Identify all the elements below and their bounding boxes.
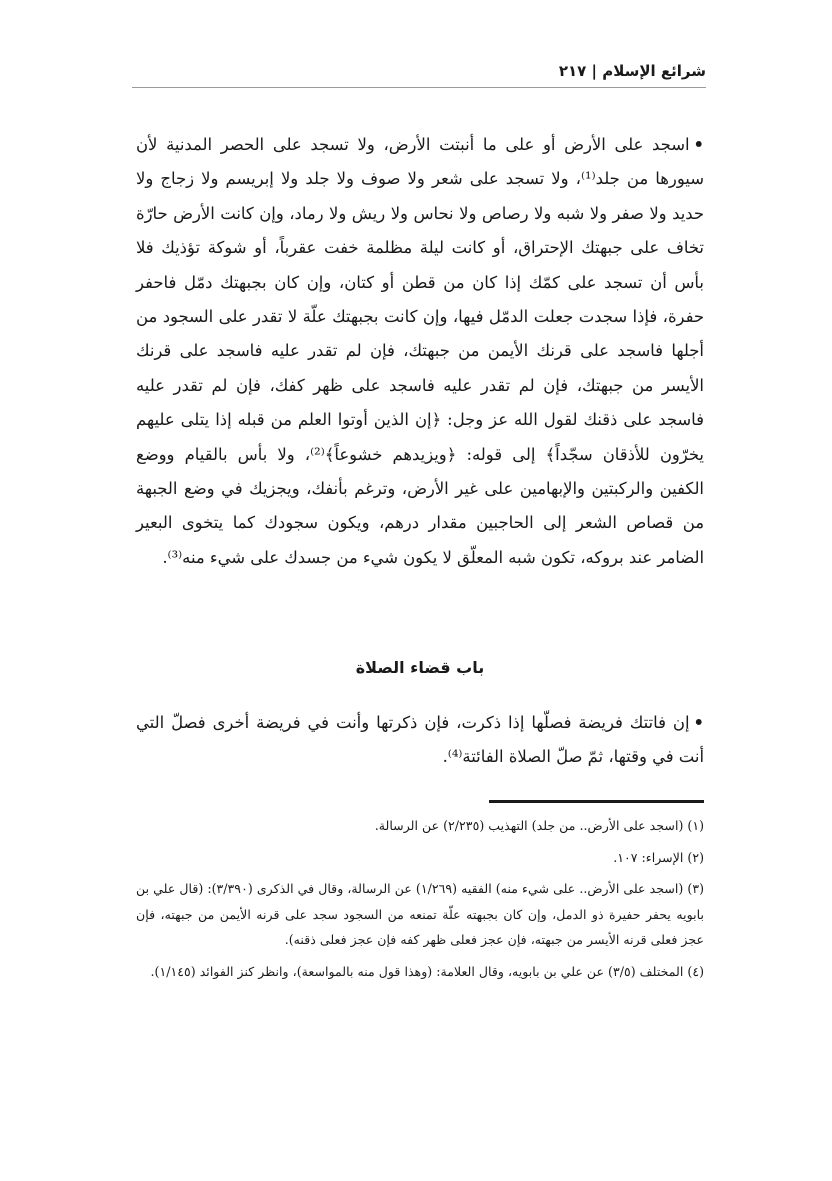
paragraph-text: اسجد على الأرض أو على ما أنبتت الأرض، ولا تسجد على الحصر المدنية لأن سيورها من جلد⁽¹⁾، ولا تسجد على شعر ولا صوف ولا جلد ولا إبريسم ولا زجاج ولا حديد ولا صفر ولا شبه ولا رصاص ولا نحاس ولا ريش ولا رماد، وإن كانت الأرض حارّة تخاف على جبهتك الإحتراق، أو كانت ليلة مظلمة خفت عقرباً، أو شوكة تؤذيك فلا بأس أن تسجد على كمّك إذا كان من قطن أو كتان، وإن كان بجبهتك دمّل فاحفر حفرة، فإذا سجدت جعلت الدمّل فيها، وإن كانت بجبهتك علّة لا تقدر على السجود من أجلها فاسجد على قرنك الأيمن من جبهتك، فإن لم تقدر عليه فاسجد على قرنك الأيسر من جبهتك، فإن لم تقدر عليه فاسجد على ظهر كفك، فإن لم تقدر عليه فاسجد على ذقنك لقول الله عز وجل: ﴿إن الذين أوتوا العلم من قبله إذا يتلى عليهم يخرّون للأذقان سجّداً﴾ إلى قوله: ﴿ويزيدهم خشوعاً﴾⁽²⁾، ولا بأس بالقيام ووضع الكفين والركبتين والإبهامين على غير الأرض، وترغم بأنفك، ويجزيك في وضع الجبهة من قصاص الشعر إلى الحاجبين مقدار درهم، ويكون سجودك كما يتخوى البعير الضامر عند بروكه، تكون شبه المعلّق لا يكون شيء من جسدك على شيء منه⁽³⁾. — [136, 135, 704, 567]
paragraph-sujud — [136, 128, 704, 575]
header-divider — [132, 87, 706, 88]
bullet-icon: • — [693, 135, 704, 154]
main-text-block — [136, 128, 704, 575]
footnotes — [136, 813, 704, 990]
section-heading: باب قضاء الصلاة — [355, 658, 485, 677]
footnote-2: (٢) الإسراء: ١٠٧. — [613, 849, 704, 865]
footnote-divider — [489, 800, 704, 803]
footnote-3: (٣) (اسجد على الأرض.. على شيء منه) الفقيه (١/٢٦٩) عن الرسالة، وقال في الذكرى (٣/٣٩٠): (قال علي بن بابويه يحفر حفيرة ذو الدمل، وإن كان بجبهته علّة تمنعه من السجود سجد على قرنه الأيمن من جبهته، فإن عجز فعلى قرنه الأيسر من جبهته، فإن عجز فعلى ظهر كفه فإن عجز فعلى ذقنه). — [136, 881, 704, 947]
footnote-4: (٤) المختلف (٣/٥) عن علي بن بابويه، وقال العلامة: (وهذا قول منه بالمواسعة)، وانظر كنز الفوائد (١/١٤٥). — [150, 963, 704, 979]
section-text-block — [136, 706, 704, 775]
running-header: شرائع الإسلام | ٢١٧ — [558, 62, 706, 80]
paragraph-qada — [136, 706, 704, 775]
bullet-icon: • — [693, 713, 704, 732]
paragraph-text: إن فاتتك فريضة فصلّها إذا ذكرت، فإن ذكرتها وأنت في فريضة أخرى فصلّ التي أنت في وقتها، ثمّ صلّ الصلاة الفائتة⁽⁴⁾. — [136, 713, 704, 767]
footnote-1: (١) (اسجد على الأرض.. من جلد) التهذيب (٢/٢٣٥) عن الرسالة. — [374, 818, 704, 833]
